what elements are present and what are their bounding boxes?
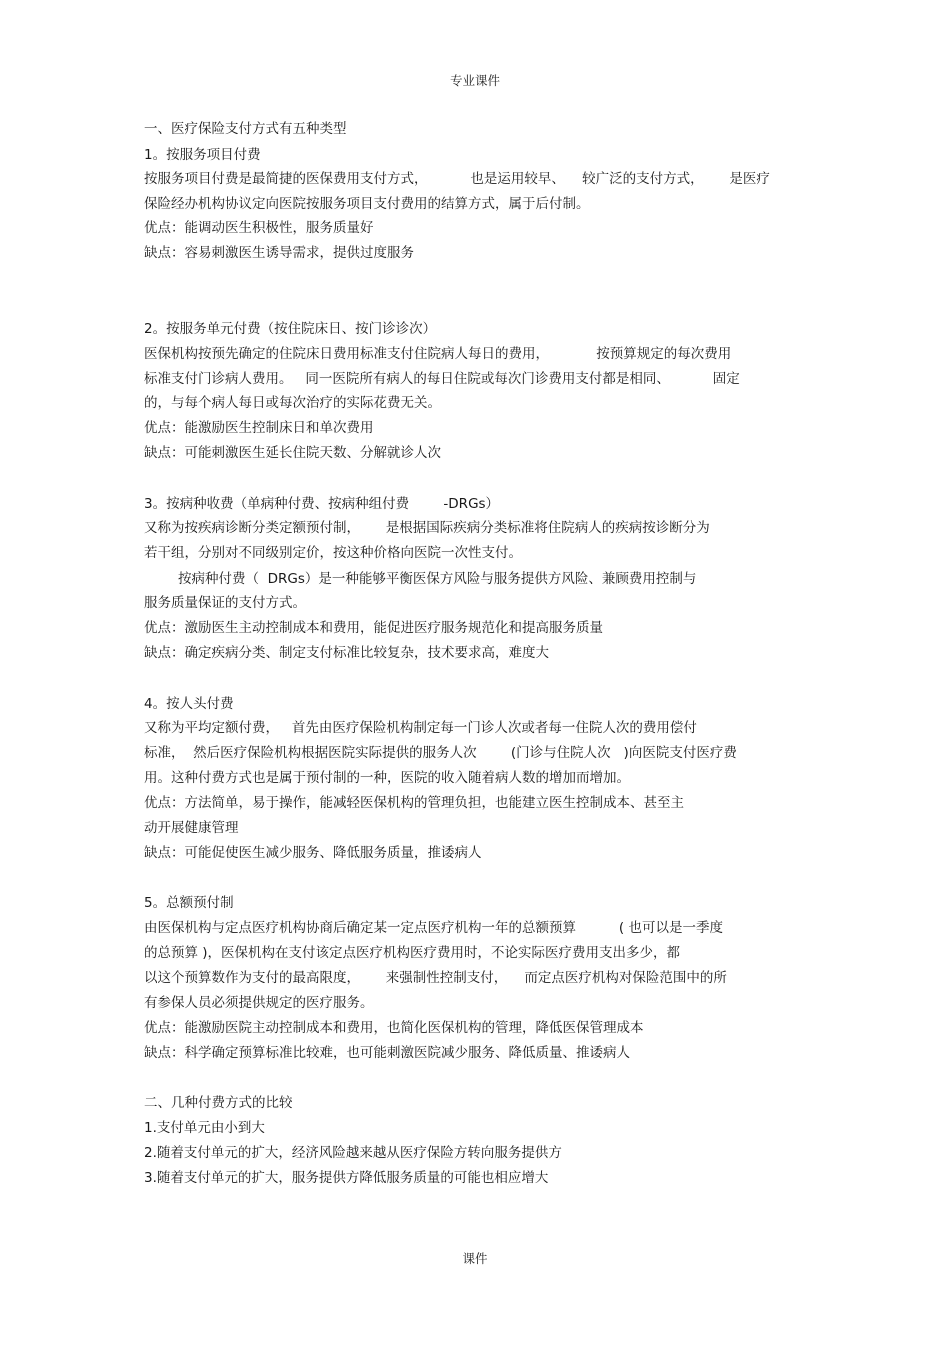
paragraph-line: 又称为按疾病诊断分类定额预付制， 是根据国际疾病分类标准将住院病人的疾病按诊断分为 <box>144 520 710 536</box>
paragraph-line: 以这个预算数作为支付的最高限度， 来强制性控制支付， 而定点医疗机构对保险范围中的所 <box>144 970 727 986</box>
paragraph-line: 标准支付门诊病人费用。 同一医院所有病人的每日住院或每次门诊费用支付都是相同、 固定 <box>144 371 740 387</box>
paragraph-line: 按服务项目付费是最简捷的医保费用支付方式， 也是运用较早、 较广泛的支付方式， 是医疗 <box>144 171 770 187</box>
paragraph-line: 按病种付费（ DRGs）是一种能够平衡医保方风险与服务提供方风险、兼顾费用控制与 <box>178 571 697 587</box>
paragraph-line: 的，与每个病人每日或每次治疗的实际花费无关。 <box>144 395 441 411</box>
pros-line: 优点：能调动医生积极性，服务质量好 <box>144 220 374 236</box>
list-item: 1.支付单元由小到大 <box>144 1120 265 1136</box>
paragraph-line: 保险经办机构协议定向医院按服务项目支付费用的结算方式，属于后付制。 <box>144 196 590 212</box>
paragraph-line: 有参保人员必须提供规定的医疗服务。 <box>144 995 374 1011</box>
heading-section-1: 一、医疗保险支付方式有五种类型 <box>144 121 347 137</box>
list-item: 2.随着支付单元的扩大，经济风险越来越从医疗保险方转向服务提供方 <box>144 1145 562 1161</box>
pros-line: 优点：能激励医院主动控制成本和费用，也简化医保机构的管理，降低医保管理成本 <box>144 1020 644 1036</box>
page-header: 专业课件 <box>449 73 500 88</box>
paragraph-line: 医保机构按预先确定的住院床日费用标准支付住院病人每日的费用， 按预算规定的每次费用 <box>144 346 732 362</box>
subheading-item-2: 2。按服务单元付费（按住院床日、按门诊诊次） <box>144 321 437 337</box>
subheading-item-4: 4。按人头付费 <box>144 696 234 712</box>
pros-line-cont: 动开展健康管理 <box>144 820 239 836</box>
paragraph-line: 服务质量保证的支付方式。 <box>144 595 306 611</box>
cons-line: 缺点：可能促使医生减少服务、降低服务质量，推诿病人 <box>144 845 482 861</box>
list-item: 3.随着支付单元的扩大，服务提供方降低服务质量的可能也相应增大 <box>144 1170 549 1186</box>
cons-line: 缺点：确定疾病分类、制定支付标准比较复杂，技术要求高，难度大 <box>144 645 549 661</box>
heading-section-2: 二、几种付费方式的比较 <box>144 1095 293 1111</box>
paragraph-line: 由医保机构与定点医疗机构协商后确定某一定点医疗机构一年的总额预算 ( 也可以是一季度 <box>144 920 723 936</box>
paragraph-line: 若干组，分别对不同级别定价，按这种价格向医院一次性支付。 <box>144 545 522 561</box>
paragraph-line: 的总预算 )，医保机构在支付该定点医疗机构医疗费用时，不论实际医疗费用支出多少，都 <box>144 945 681 961</box>
page-footer: 课件 <box>462 1251 488 1266</box>
cons-line: 缺点：容易刺激医生诱导需求，提供过度服务 <box>144 245 414 261</box>
paragraph-line: 用。这种付费方式也是属于预付制的一种，医院的收入随着病人数的增加而增加。 <box>144 770 630 786</box>
pros-line: 优点：激励医生主动控制成本和费用，能促进医疗服务规范化和提高服务质量 <box>144 620 603 636</box>
subheading-item-3: 3。按病种收费（单病种付费、按病种组付费 -DRGs） <box>144 496 500 512</box>
pros-line: 优点：能激励医生控制床日和单次费用 <box>144 420 374 436</box>
subheading-item-5: 5。总额预付制 <box>144 895 234 911</box>
cons-line: 缺点：可能刺激医生延长住院天数、分解就诊人次 <box>144 445 441 461</box>
subheading-item-1: 1。按服务项目付费 <box>144 147 261 163</box>
paragraph-line: 标准， 然后医疗保险机构根据医院实际提供的服务人次 (门诊与住院人次 )向医院支付医疗费 <box>144 745 737 761</box>
cons-line: 缺点：科学确定预算标准比较难，也可能刺激医院减少服务、降低质量、推诿病人 <box>144 1045 630 1061</box>
paragraph-line: 又称为平均定额付费， 首先由医疗保险机构制定每一门诊人次或者每一住院人次的费用偿付 <box>144 720 697 736</box>
pros-line: 优点：方法简单，易于操作，能减轻医保机构的管理负担，也能建立医生控制成本、甚至主 <box>144 795 684 811</box>
